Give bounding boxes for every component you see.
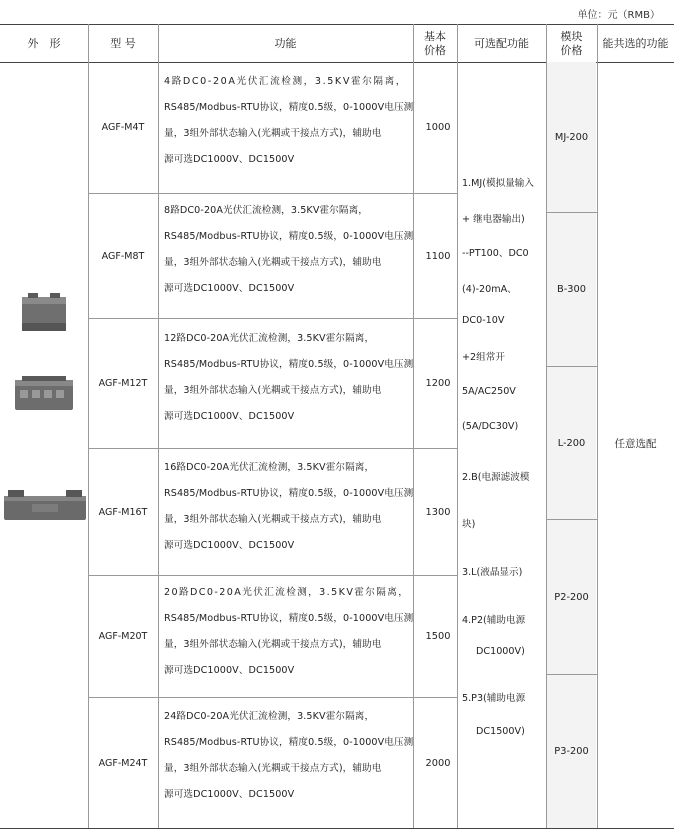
function-line: 量，3组外部状态输入(光耦或干接点方式)，辅助电 — [164, 257, 382, 268]
option-line: DC0-10V — [462, 315, 505, 326]
column-divider — [413, 61, 414, 829]
header-divider — [457, 24, 458, 62]
function-line: 源可选DC1000V、DC1500V — [164, 411, 295, 422]
option-line: (4)-20mA、 — [462, 284, 517, 295]
base-price-cell: 2000 — [425, 757, 451, 769]
module-price-cell: B-300 — [557, 284, 586, 295]
option-line: DC1000V) — [476, 646, 525, 657]
header-module-price — [546, 25, 597, 62]
model-cell: AGF-M24T — [98, 757, 148, 769]
combinable-cell: 任意选配 — [614, 438, 657, 450]
option-line: 4.P2(辅助电源 — [462, 615, 526, 626]
function-line: 源可选DC1000V、DC1500V — [164, 789, 295, 800]
option-line: 1.MJ(模拟量输入 — [462, 178, 534, 189]
function-line: 4路DC0-20A光伏汇流检测，3.5KV霍尔隔离， — [164, 76, 407, 87]
model-cell: AGF-M4T — [101, 122, 145, 133]
option-line: 2.B(电源滤波模 — [462, 472, 530, 483]
function-cell — [164, 69, 412, 173]
model-cell: AGF-M16T — [98, 506, 148, 518]
device-image-small — [18, 293, 70, 335]
option-line: 块) — [462, 519, 476, 530]
module-price-cell: L-200 — [557, 437, 586, 449]
function-line: RS485/Modbus-RTU协议，精度0.5级，0-1000V电压测 — [164, 231, 414, 242]
function-line: 源可选DC1000V、DC1500V — [164, 665, 295, 676]
function-cell — [164, 704, 412, 808]
function-cell — [164, 455, 412, 559]
function-line: 量，3组外部状态输入(光耦或干接点方式)，辅助电 — [164, 385, 382, 396]
function-line: RS485/Modbus-RTU协议，精度0.5级，0-1000V电压测 — [164, 102, 414, 113]
header-combinable: 能共选的功能 — [602, 36, 669, 50]
function-line: 12路DC0-20A光伏汇流检测，3.5KV霍尔隔离， — [164, 333, 375, 344]
header-divider — [597, 24, 598, 62]
option-line: (5A/DC30V) — [462, 421, 519, 432]
model-cell: AGF-M20T — [98, 631, 148, 642]
model-cell: AGF-M8T — [101, 250, 145, 262]
table-header — [0, 24, 674, 63]
header-base-price-line2: 价格 — [424, 43, 446, 57]
base-price-cell: 1000 — [425, 122, 451, 133]
header-divider — [546, 24, 547, 62]
column-divider — [457, 61, 458, 829]
function-line: RS485/Modbus-RTU协议，精度0.5级，0-1000V电压测 — [164, 737, 414, 748]
module-price-cell: P3-200 — [554, 746, 589, 757]
function-cell — [164, 580, 412, 684]
header-divider — [413, 24, 414, 62]
header-module-price-line2: 价格 — [560, 43, 583, 57]
function-line: RS485/Modbus-RTU协议，精度0.5级，0-1000V电压测 — [164, 488, 414, 499]
table-bottom-border — [0, 828, 674, 829]
device-image-large — [2, 488, 88, 524]
function-line: 8路DC0-20A光伏汇流检测，3.5KV霍尔隔离， — [164, 205, 368, 216]
function-line: 量，3组外部状态输入(光耦或干接点方式)，辅助电 — [164, 514, 382, 525]
option-line: 3.L(液晶显示) — [462, 567, 523, 578]
function-line: 20路DC0-20A光伏汇流检测，3.5KV霍尔隔离， — [164, 587, 410, 598]
header-options: 可选配功能 — [474, 36, 529, 50]
option-line: --PT100、DC0 — [462, 248, 529, 259]
function-line: 量，3组外部状态输入(光耦或干接点方式)，辅助电 — [164, 128, 382, 139]
option-line: 5.P3(辅助电源 — [462, 693, 526, 704]
header-function: 功能 — [274, 36, 297, 50]
option-line: DC1500V) — [476, 726, 525, 737]
option-line: 5A/AC250V — [462, 386, 516, 397]
option-line: + 继电器输出) — [462, 214, 525, 225]
function-line: RS485/Modbus-RTU协议，精度0.5级，0-1000V电压测 — [164, 359, 414, 370]
header-divider — [88, 24, 89, 62]
column-divider — [158, 61, 159, 829]
function-line: 源可选DC1000V、DC1500V — [164, 154, 295, 165]
module-price-cell: MJ-200 — [554, 131, 589, 143]
function-line: 量，3组外部状态输入(光耦或干接点方式)，辅助电 — [164, 639, 382, 650]
unit-label: 单位：元（RMB） — [577, 10, 660, 21]
function-line: 16路DC0-20A光伏汇流检测，3.5KV霍尔隔离， — [164, 462, 375, 473]
base-price-cell: 1300 — [425, 506, 451, 518]
option-line: +2组常开 — [462, 352, 505, 363]
function-line: RS485/Modbus-RTU协议，精度0.5级，0-1000V电压测 — [164, 613, 414, 624]
device-image-medium — [12, 374, 76, 414]
base-price-cell: 1200 — [425, 378, 451, 389]
model-cell: AGF-M12T — [98, 378, 148, 389]
function-cell — [164, 198, 412, 302]
header-module-price-line1: 模块 — [560, 29, 583, 43]
header-appearance: 外 形 — [27, 36, 61, 50]
function-cell — [164, 326, 412, 430]
function-line: 源可选DC1000V、DC1500V — [164, 283, 295, 294]
header-base-price — [413, 25, 457, 62]
function-line: 24路DC0-20A光伏汇流检测，3.5KV霍尔隔离， — [164, 711, 375, 722]
function-line: 量，3组外部状态输入(光耦或干接点方式)，辅助电 — [164, 763, 382, 774]
base-price-cell: 1500 — [425, 631, 451, 642]
function-line: 源可选DC1000V、DC1500V — [164, 540, 295, 551]
header-base-price-line1: 基本 — [424, 29, 446, 43]
header-model: 型 号 — [110, 36, 136, 50]
base-price-cell: 1100 — [425, 250, 451, 262]
module-price-cell: P2-200 — [554, 591, 589, 603]
header-divider — [158, 24, 159, 62]
